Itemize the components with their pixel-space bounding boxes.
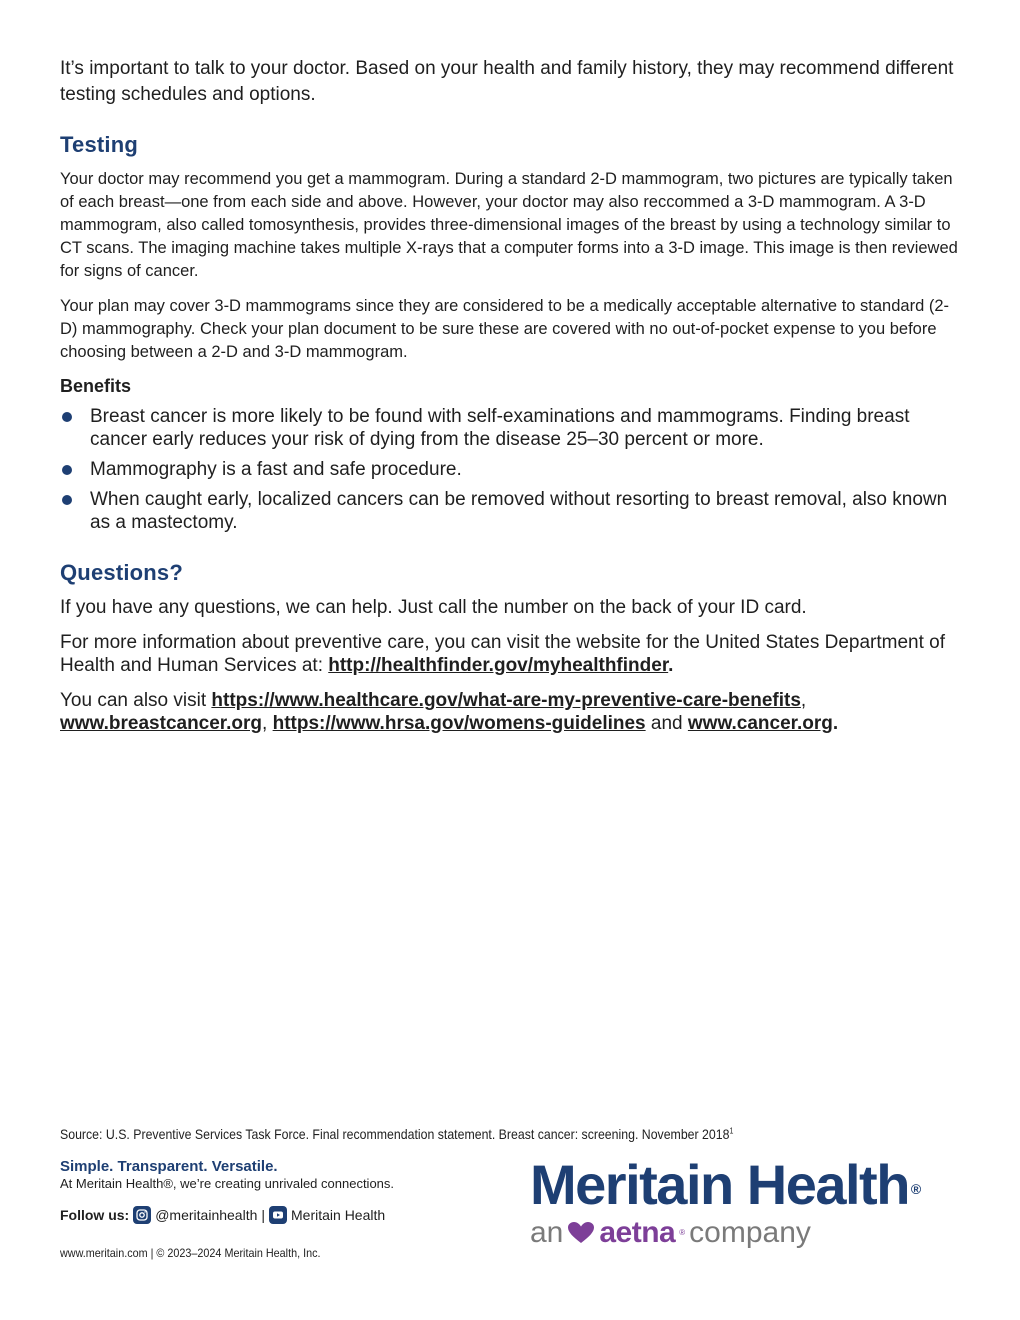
tagline-subtext: At Meritain Health®, we’re creating unrivaled connections.: [60, 1176, 395, 1191]
questions-info-text: For more information about preventive care, you can visit the website for the United States Department of Health and Human Services at: http://healthfinder.gov/myhealthfinder.: [60, 632, 945, 676]
benefits-list: [60, 405, 965, 534]
youtube-channel[interactable]: Meritain Health: [291, 1207, 386, 1223]
healthcare-gov-link[interactable]: https://www.healthcare.gov/what-are-my-preventive-care-benefits: [211, 690, 801, 711]
follow-us: [60, 1206, 385, 1224]
aetna-company-line: an aetna ® company: [530, 1216, 811, 1249]
tagline: Simple. Transparent. Versatile.: [60, 1158, 278, 1175]
bullet-icon: [62, 412, 72, 422]
source-citation: Source: U.S. Preventive Services Task Force. Final recommendation statement. Breast cancer: screening. November 2018$^1$: [60, 1126, 734, 1142]
document-page: [60, 56, 965, 747]
benefits-heading: Benefits: [60, 376, 132, 396]
list-item: When caught early, localized cancers can be removed without resorting to breast removal, also known as a mastectomy.: [60, 488, 965, 534]
youtube-icon[interactable]: [269, 1206, 287, 1224]
instagram-icon[interactable]: [133, 1206, 151, 1224]
intro-paragraph: It’s important to talk to your doctor. Based on your health and family history, they may recommend different testing schedules and options.: [60, 58, 954, 105]
divider: |: [261, 1207, 266, 1223]
meritain-health-wordmark: Meritain Health ®: [530, 1153, 920, 1216]
bullet-icon: [62, 465, 72, 475]
list-item: Mammography is a fast and safe procedure.: [60, 458, 965, 481]
list-item: Breast cancer is more likely to be found with self-examinations and mammograms. Finding breast cancer early reduces your risk of dying from the disease 25–30 percent or more.: [60, 405, 965, 451]
testing-paragraph-2: Your plan may cover 3-D mammograms since they are considered to be a medically acceptable alternative to standard (2-D) mammography. Check your plan document to be sure these are covered with no out-of-pocket expense to you before choosing between a 2-D and 3-D mammogram.: [60, 297, 949, 361]
bullet-icon: [62, 495, 72, 505]
follow-label: Follow us:: [60, 1207, 130, 1223]
hrsa-gov-link[interactable]: https://www.hrsa.gov/womens-guidelines: [272, 713, 646, 734]
aetna-wordmark: aetna: [599, 1216, 676, 1249]
testing-paragraph-1: Your doctor may recommend you get a mammogram. During a standard 2-D mammogram, two pictures are typically taken of each breast—one from each side and above. However, your doctor may also reccommed a 3-D mammogram. A 3-D mammogram, also called tomosynthesis, provides three-dimensional images of the breast by using a technology similar to CT scans. The imaging machine takes multiple X-rays that a computer forms into a 3-D image. This image is then reviewed for signs of cancer.: [60, 170, 958, 280]
testing-heading: Testing: [60, 132, 138, 157]
cancer-org-link[interactable]: www.cancer.org: [687, 713, 833, 734]
footer: [60, 1126, 965, 1260]
copyright: www.meritain.com | © 2023–2024 Meritain Health, Inc.: [60, 1246, 321, 1260]
aetna-registered: ®: [679, 1228, 686, 1237]
heart-icon: [567, 1221, 595, 1245]
instagram-handle[interactable]: @meritainhealth: [155, 1207, 258, 1223]
breastcancer-org-link[interactable]: www.breastcancer.org: [60, 713, 263, 734]
questions-heading: Questions?: [60, 560, 184, 585]
healthfinder-link[interactable]: http://healthfinder.gov/myhealthfinder: [328, 655, 669, 676]
meritain-aetna-logo: [530, 1153, 970, 1250]
questions-links-text: You can also visit https://www.healthcare.gov/what-are-my-preventive-care-benefits, www.breastcancer.org, https://www.hrsa.gov/womens-guidelines and www.cancer.org.: [60, 690, 839, 734]
questions-help-text: If you have any questions, we can help. Just call the number on the back of your ID card.: [60, 597, 807, 618]
